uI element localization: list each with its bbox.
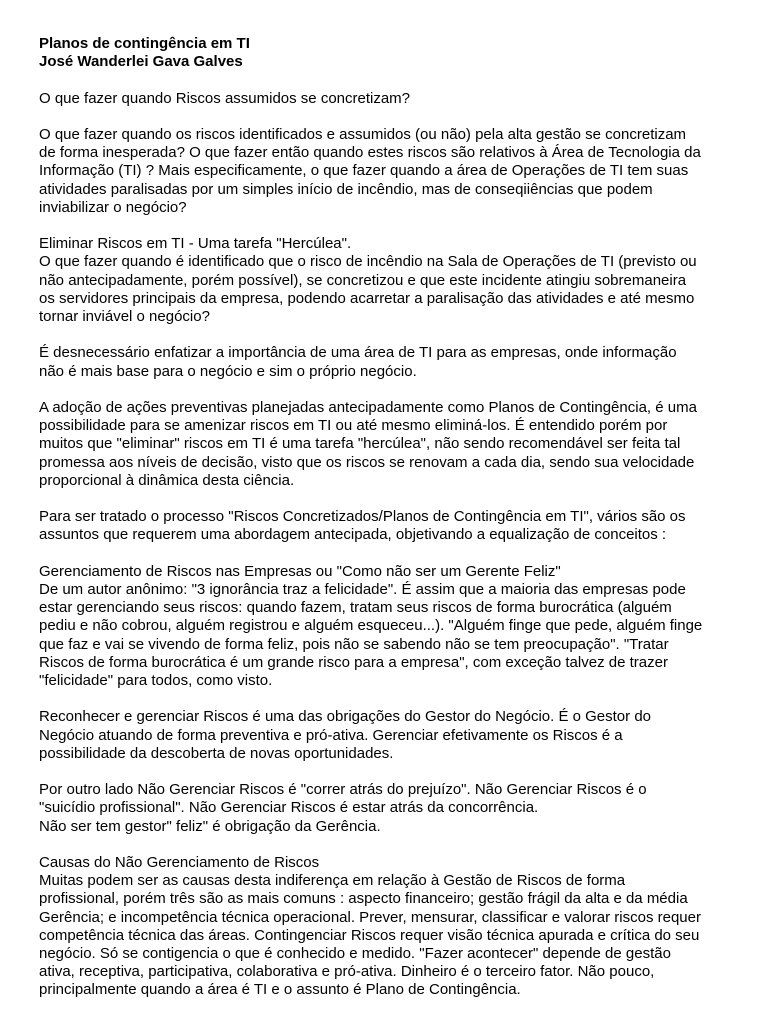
paragraph	[39, 563, 739, 690]
paragraph-line: Para ser tratado o processo "Riscos Concretizados/Planos de Contingência em TI", vários são os	[39, 508, 686, 526]
paragraph-line: profissional, porém três são as mais comuns : aspecto financeiro; gestão frágil da alta e da média	[39, 890, 688, 908]
paragraph	[39, 708, 739, 763]
paragraph-line: negócio. Só se contigencia o que é conhecido e medido. "Fazer acontecer" depende de gestão	[39, 945, 671, 962]
document-page	[39, 35, 739, 1000]
paragraph-line: "suicídio profissional". Não Gerenciar Riscos é estar atrás da concorrência.	[39, 799, 539, 817]
paragraph-line: estar gerenciando seus riscos: quando fazem, tratam seus riscos de forma burocrática (alguém	[39, 599, 672, 617]
paragraph-line: É desnecessário enfatizar a importância de uma área de TI para as empresas, onde informação	[39, 344, 677, 362]
paragraph	[39, 344, 739, 380]
paragraph-line: Eliminar Riscos em TI - Uma tarefa "Hercúlea".	[39, 235, 352, 253]
paragraph-line: atividades paralisadas por um simples início de incêndio, mas de conseqiiências que podem	[39, 180, 653, 198]
paragraph	[39, 90, 739, 108]
paragraph	[39, 781, 739, 836]
paragraph-line: Por outro lado Não Gerenciar Riscos é "correr atrás do prejuízo". Não Gerenciar Riscos é o	[39, 781, 647, 799]
paragraph-line: de forma inesperada? O que fazer então quando estes riscos são relativos à Área de Tecnologia da	[39, 144, 701, 162]
paragraph-line: Gerenciamento de Riscos nas Empresas ou "Como não ser um Gerente Feliz"	[39, 562, 561, 580]
paragraph-line: A adoção de ações preventivas planejadas antecipadamente como Planos de Contingência, é uma	[39, 398, 697, 416]
document-author: José Wanderlei Gava Galves	[39, 53, 243, 71]
paragraph-line: tornar inviável o negócio?	[39, 308, 210, 325]
paragraph-line: possibilidade da descoberta de novas oportunidades.	[39, 744, 394, 762]
paragraph-line: Causas do Não Gerenciamento de Riscos	[39, 853, 320, 871]
paragraph-line: muitos que "eliminar" riscos em TI é uma tarefa "hercúlea", não sendo recomendável ser feita tal	[39, 435, 681, 453]
paragraph-line: O que fazer quando é identificado que o risco de incêndio na Sala de Operações de TI (previsto ou	[39, 253, 697, 271]
paragraph-line: Reconhecer e gerenciar Riscos é uma das obrigações do Gestor do Negócio. É o Gestor do	[39, 708, 651, 726]
paragraph-line: os servidores principais da empresa, podendo acarretar a paralisação das atividades e até mesmo	[39, 289, 695, 307]
paragraph	[39, 854, 739, 1000]
paragraph-line: promessa aos níveis de decisão, visto que os riscos se renovam a cada dia, sendo sua velocidade	[39, 453, 695, 471]
paragraph-line: De um autor anônimo: "3 ignorância traz a felicidade". É assim que a maioria das empresas pode	[39, 580, 686, 598]
paragraph	[39, 235, 739, 326]
paragraph	[39, 399, 739, 490]
document-body	[39, 90, 739, 1000]
document-title: Planos de contingência em TI	[39, 35, 250, 52]
paragraph-line: O que fazer quando Riscos assumidos se concretizam?	[39, 89, 411, 107]
paragraph-line: pediu e não cobrou, alguém registrou e alguém esqueceu...). "Alguém finge que pede, alguém finge	[39, 617, 703, 635]
paragraph-line: Não ser tem gestor" feliz" é obrigação da Gerência.	[39, 817, 381, 835]
paragraph-line: ativa, receptiva, participativa, colaborativa e pró-ativa. Dinheiro é o terceiro fator. Não pouco,	[39, 963, 655, 981]
paragraph-line: proporcional à dinâmica desta ciência.	[39, 471, 295, 489]
paragraph-line: Muitas podem ser as causas desta indiferença em relação à Gestão de Riscos de forma	[39, 872, 626, 890]
paragraph-line: possibilidade para se amenizar riscos em TI ou até mesmo eliminá-los. É entendido porém por	[39, 417, 668, 435]
paragraph	[39, 508, 739, 544]
paragraph-line: não antecipadamente, porém possível), se concretizou e que este incidente atingiu sobremaneira	[39, 271, 687, 289]
paragraph-line: inviabilizar o negócio?	[39, 198, 187, 216]
paragraph-line: "felicidade" para todos, como visto.	[39, 672, 273, 689]
paragraph	[39, 126, 739, 217]
paragraph-line: Informação (TI) ? Mais especificamente, o que fazer quando a área de Operações de TI tem suas	[39, 162, 689, 180]
paragraph-line: O que fazer quando os riscos identificados e assumidos (ou não) pela alta gestão se concretizam	[39, 125, 687, 143]
paragraph-line: não é mais base para o negócio e sim o próprio negócio.	[39, 362, 417, 380]
paragraph-line: Gerência; e incompetência técnica operacional. Prever, mensurar, classificar e valorar riscos requer	[39, 908, 701, 926]
paragraph-line: competência técnica das áreas. Contingenciar Riscos requer visão técnica apurada e crítica do seu	[39, 926, 700, 944]
paragraph-line: principalmente quando a área é TI e o assunto é Plano de Contingência.	[39, 981, 521, 999]
paragraph-line: assuntos que requerem uma abordagem antecipada, objetivando a equalização de conceitos :	[39, 526, 667, 544]
paragraph-line: que faz e vai se vivendo de forma feliz, pois não se sabendo não se tem preocupação". "Tratar	[39, 635, 669, 653]
paragraph-line: Riscos de forma burocrática é um grande risco para a empresa", com exceção talvez de trazer	[39, 653, 668, 671]
paragraph-line: Negócio atuando de forma preventiva e pró-ativa. Gerenciar efetivamente os Riscos é a	[39, 726, 623, 744]
